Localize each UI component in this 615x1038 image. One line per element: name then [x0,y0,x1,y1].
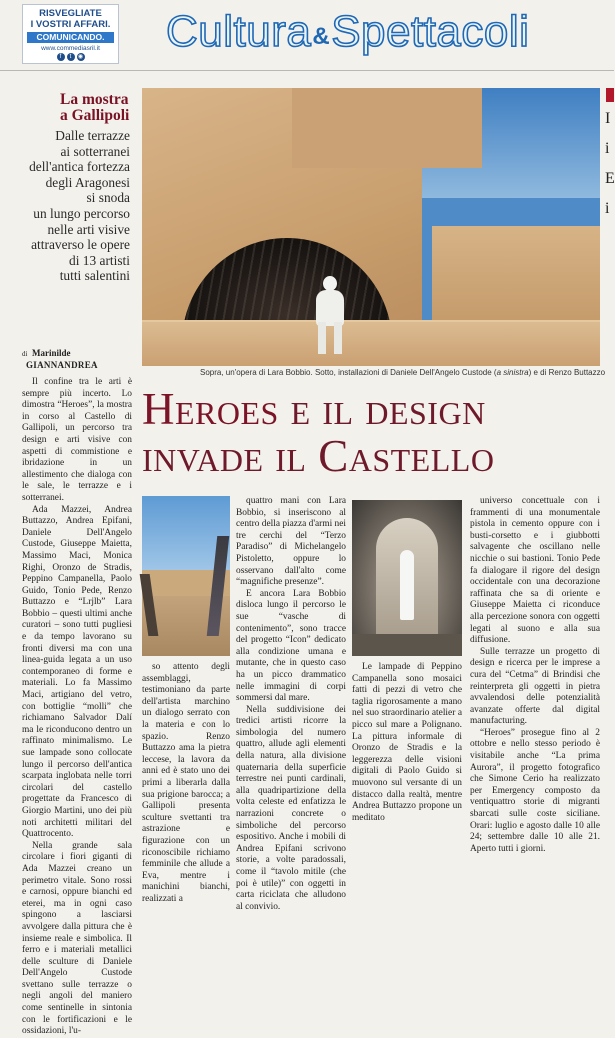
article-kicker: La mostra a Gallipoli [60,91,130,124]
advertisement-banner [22,4,119,64]
sculpture-body [316,290,344,326]
article-column-4 [352,662,462,823]
article-paragraph: Sulle terrazze un progetto di design e ricerca per le imprese a cura del “Cetma” di Brindisi che reinterpreta gli oggetti in pietra avvalendosi delle potenzialità avanzate offerte dal digital manufacturing. [470,646,600,727]
section-title-right: Spettacoli [331,7,530,56]
section-title [166,4,529,60]
deck-line: attraverso le opere [31,237,130,253]
deck-line: Dalle terrazze [55,128,130,143]
article-paragraph: E ancora Lara Bobbio disloca lungo il percorso le sue “vasche di contenimento”, sono tracce del progetto “Icon” dedicato alla condizione umana e mutante, che in questo caso ha un picco drammatico nelle immagini di corpi sommersi dal mare. [236,588,346,704]
banner-url: www.commediasril.it [41,45,100,52]
photo-right-wall [432,226,600,326]
article-column-2 [142,662,230,904]
cropped-letter: i [605,200,610,217]
deck-line: si snoda [86,190,130,206]
photo-caption [200,368,606,377]
article-paragraph: Il confine tra le arti è sempre più incerto. Lo dimostra “Heroes”, la mostra in corso al Castello di Gallipoli, un percorso tra design e arti visive con aspetti di commistione e ibridazione in un allestimento che dialoga con le sale, le terrazze e i sotterranei. [22,377,132,503]
article-paragraph: so attento degli assemblaggi, testimoniano da parte dell'artista marchino un dialogo serrato con la materia e con lo spazio. Renzo Buttazzo ama la pietra leccese, la lavora da anni ed è stato uno dei primi a liberarla dalla sua prigione barocca; a Gallipoli presenta sculture svettanti tra astrazione e figurazione con un riconoscibile richiamo femminile che allude a Eva, mentre i manichini bianchi, realizzati a [142,662,230,904]
article-paragraph: universo concettuale con i frammenti di una monumentale pistola in cemento oppure con i busti-corsetto e i giubbotti salvagente che oscillano nelle nicchie o sui bastioni. Tonio Pede fa dialogare il rigore del design occidentale con una decorazione raffinata che sa di oriente e Giuseppe Maietta ci riconduce alla percezione sonora con oggetti legati al suono e alla sua diffusione. [470,496,600,646]
article-paragraph: “Heroes” prosegue fino al 2 ottobre e nello stesso periodo è visitabile anche “La prima Aurora”, il progetto fotografico che Simone Cerio ha realizzato per Emergency composto da ventiquattro storie di migranti sbarcati sulle coste siciliane. Orari: luglio e agosto dalle 10 alle 24; settembre dalle 10 alle 21. Aperto tutti i giorni. [470,727,600,854]
deck-line: un lungo percorso [33,205,130,221]
caption-part-2: ) e di Renzo Buttazzo [528,368,606,377]
article-column-5 [470,496,600,854]
article-paragraph: quattro mani con Lara Bobbio, si inseriscono al centro della piazza d'armi nei tre cerchi del “Terzo Paradiso” di Michelangelo Pistoletto, oppure lo osservano dall'alto come “magnifiche presenze”. [236,496,346,588]
adjacent-page-marker [606,88,614,102]
headline-line-1-rest: e il design [278,384,486,434]
byline-last-name: GIANNANDREA [26,360,98,370]
article-deck [22,128,130,284]
section-title-left: Cultura [166,7,312,56]
caption-part-1: Sopra, un'opera di Lara Bobbio. Sotto, installazioni di Daniele Dell'Angelo Custode ( [200,368,497,377]
header-divider [0,70,614,71]
article-paragraph: Nella grande sala circolare i fiori giganti di Ada Mazzei creano un perimetro vitale. Sono rossi e carnosi, oppure bianchi ed eterei, ma in ogni caso spingono a lasciarsi avvolgere dalla pittura che è insieme reale e simbolica. Il ferro e i materiali metallici delle sculture di Daniele Dell'Angelo Custode svettano sulle terrazze o negli angoli del maniero come sentinelle in sintonia con le fortificazioni e le ossidazioni, l'u- [22,840,132,1037]
cropped-letter: I [605,110,611,127]
headline-word-heroes: Heroes [142,384,279,434]
caption-italic: a sinistra [496,368,529,377]
adjacent-page-text [605,104,614,224]
facebook-icon: f [57,53,65,61]
deck-line: ai sotterranei [60,143,130,159]
photo-installation-courtyard [142,496,230,656]
section-title-ampersand: & [312,23,331,50]
banner-social-icons [23,53,118,61]
main-photo [142,88,600,364]
niche-floor [352,634,462,656]
sculpture-head [323,276,337,291]
cropped-letter: E [605,170,615,187]
deck-line: di 13 artisti [69,252,130,268]
deck-line: dell'antica fortezza [29,159,130,175]
article-paragraph: Ada Mazzei, Andrea Buttazzo, Andrea Epifani, Daniele Dell'Angelo Custode, Giuseppe Maietta, Massimo Maci, Monica Righi, Oronzo de Stradis, Peppino Campanella, Paolo Guido, Tonio Pede, Renzo Buttazzo e “Lrjlb” Lara Bobbio – questi ultimi anche curatori – sono tutti pugliesi e da tempo lavorano su fronti diversi ma con una linea-guida legata a un uso contemporaneo di forme e materiali. Lo fa Massimo Maci, artigiano del vetro, con bottiglie “molli” che richiamano Salvador Dalí ma le riconducono dentro un raffinato minimalismo. Le sue lampade sono collocate lungo il percorso dell'antica scarpata inglobata nelle torri circolari del castello progettate da Francesco di Giorgio Martini, uno dei più noti architetti militari del Quattrocento. [22,504,132,840]
article-column-3 [236,496,346,912]
deck-line: nelle arti visive [47,221,130,237]
niche-sculpture [400,550,414,620]
article-paragraph: Le lampade di Peppino Campanella sono mosaici fatti di pezzi di vetro che taglia rigorosamente a mano nel suo straordinario atelier a picco sul mare a Polignano. La pittura informale di Oronzo de Stradis e la leggerezza delle visioni digitali di Paolo Guido si muovono sul versante di un distacco dalla realtà, mentre Andrea Buttazzo propone un meditato [352,662,462,823]
banner-line-1: RISVEGLIATE [39,8,102,19]
deck-line: degli Aragonesi [45,174,130,190]
deck-line: tutti salentini [59,268,130,284]
sculpture-leg [318,322,326,354]
article-headline [142,386,602,480]
headline-line-2: invade il Castello [142,431,495,481]
article-column-1 [22,377,132,1037]
photo-installation-niche [352,500,462,656]
byline-first-name: Marinilde [32,348,71,358]
banner-line-3: COMUNICANDO. [27,32,114,43]
sculpture-leg [334,322,342,354]
instagram-icon: ◉ [77,54,84,60]
banner-line-2: I VOSTRI AFFARI. [30,19,111,30]
byline-prefix: di [22,350,28,358]
photo-tower-top [292,88,482,168]
photo-parapet [142,320,600,366]
cropped-letter: i [605,140,610,157]
article-paragraph: Nella suddivisione dei tredici artisti ricorre la simbologia del numero quattro, allude agli elementi della natura, alla divisione quaternaria della superficie terrestre nei punti cardinali, alla quadripartizione della volta celeste ed enfatizza le narrazioni concrete o simboliche del percorso espositivo. Anche i mobili di Andrea Epifani scrivono storie, a volte paradossali, come il “tavolo mitile (che poi è utile)” con oggetti in carta riciclata che alludono al convivio. [236,704,346,912]
twitter-icon: t [67,53,75,61]
photo-sculpture [310,276,350,356]
